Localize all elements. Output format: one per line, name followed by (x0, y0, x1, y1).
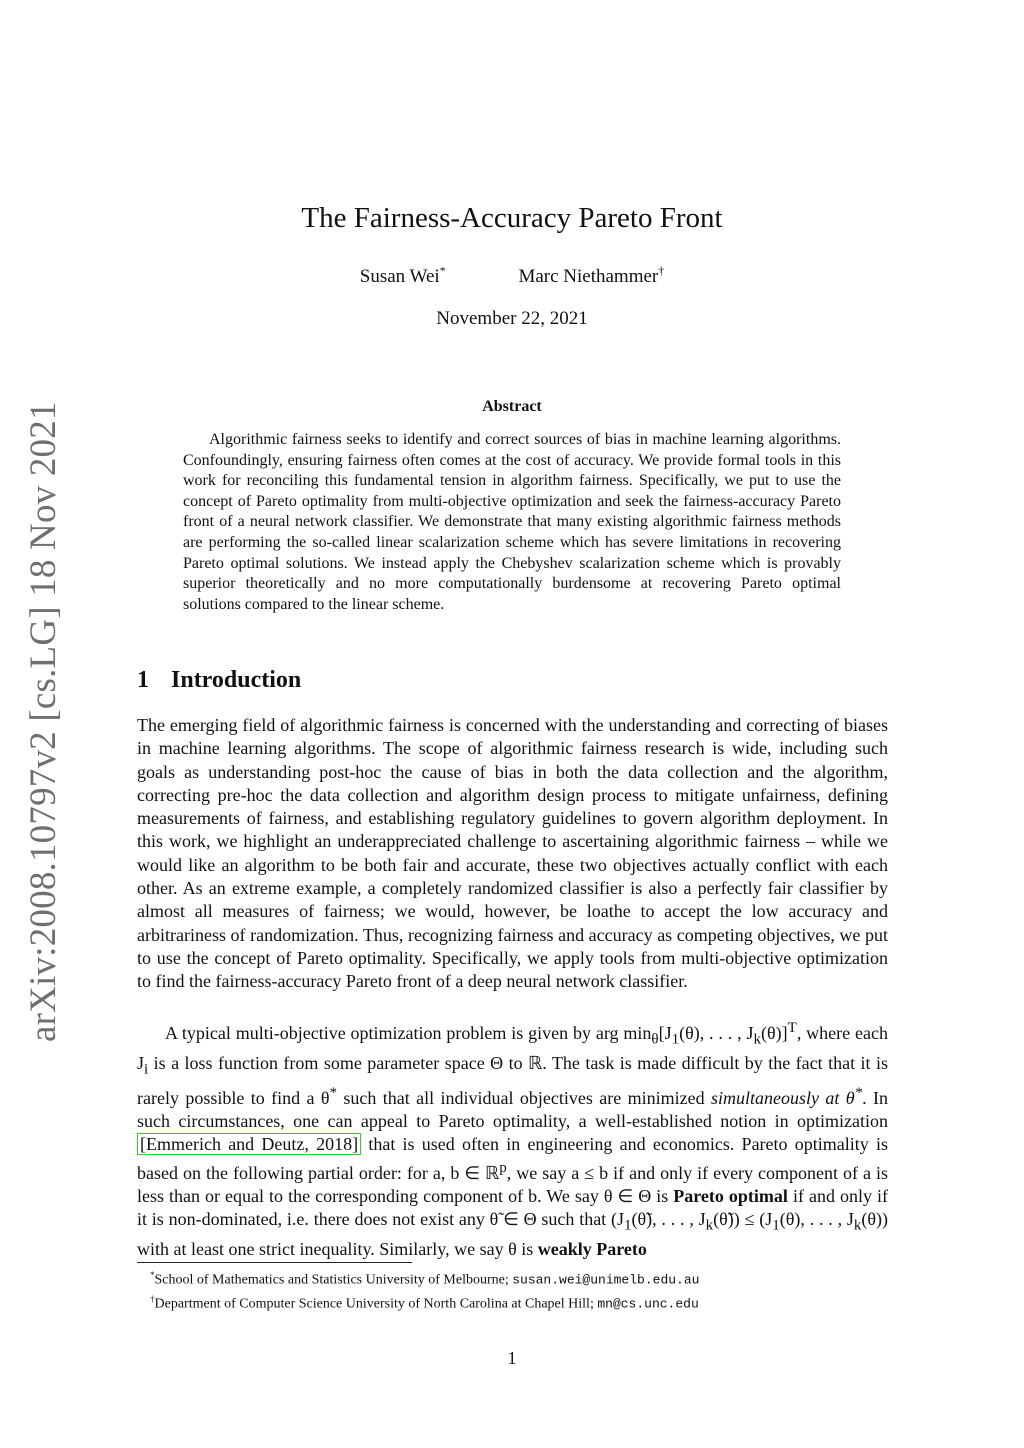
abstract-heading: Abstract (482, 398, 542, 415)
abstract-body: Algorithmic fairness seeks to identify and correct sources of bias in machine learning algorithms. Confoundingly, ensuring fairness often comes at the cost of accuracy. We provide formal tools in this work for reconciling this fundamental tension in algorithm fairness. Specifically, we put to use the concept of Pareto optimality from multi-objective optimization and seek the fairness-accuracy Pareto front of a neural network classifier. We demonstrate that many existing algorithmic fairness methods are performing the so-called linear scalarization scheme which has severe limitations in recovering Pareto optimal solutions. We instead apply the Chebyshev scalarization scheme which is provably superior theoretically and no more computationally burdensome at recovering Pareto optimal solutions compared to the linear scheme. (183, 431, 841, 613)
footnote-divider (137, 1262, 412, 1263)
publication-date: November 22, 2021 (436, 308, 588, 329)
citation-link-emmerich-deutz[interactable]: [Emmerich and Deutz, 2018] (137, 1133, 361, 1155)
author-name: Susan Wei (359, 266, 440, 288)
author-list (0, 264, 1024, 288)
footnote-2 (150, 1290, 699, 1314)
section-title: Introduction (171, 667, 302, 693)
author-footnote-mark: † (658, 264, 665, 278)
footnote-mark: * (150, 1270, 155, 1280)
intro-paragraph-1: The emerging field of algorithmic fairness is concerned with the understanding and correcting of biases in machine learning algorithms. The scope of algorithmic fairness research is wide, including such goals as understanding post-hoc the cause of bias in both the data collection and the algorithm, correcting pre-hoc the data collection and algorithm design process to mitigate unfairness, defining measurements of fairness, and establishing regulatory guidelines to govern algorithm deployment. In this work, we highlight an underappreciated challenge to ascertaining algorithmic fairness – while we would like an algorithm to be both fair and accurate, these two objectives actually conflict with each other. As an extreme example, a completely randomized classifier is also a perfectly fair classifier by almost all measures of fairness; we would, however, be loathe to accept the low accuracy and arbitrariness of randomization. Thus, recognizing fairness and accuracy as competing objectives, we put to use the concept of Pareto optimality. Specifically, we apply tools from multi-objective optimization to find the fairness-accuracy Pareto front of a deep neural network classifier. (137, 715, 888, 992)
footnotes (150, 1266, 699, 1313)
author-name: Marc Niethammer (518, 266, 659, 288)
footnote-text: School of Mathematics and Statistics University of Melbourne; (154, 1272, 513, 1288)
footnote-mark: † (150, 1293, 155, 1304)
footnote-1 (150, 1266, 699, 1290)
author-susan-wei (360, 266, 446, 287)
email-link[interactable]: susan.wei@unimelb.edu.au (512, 1272, 700, 1288)
page-number: 1 (507, 1348, 517, 1368)
email-link[interactable]: mn@cs.unc.edu (597, 1296, 699, 1312)
section-heading-introduction (137, 667, 301, 694)
footnote-text: Department of Computer Science University of North Carolina at Chapel Hill; (154, 1296, 598, 1312)
intro-paragraph-2: A typical multi-objective optimization problem is given by arg $\min_\theta[J_1(\theta)$, . . . , $J_k(\theta)]^T$, where each $J_i$ is a loss function from some parameter space Θ to ℝ. The task is made difficult by the fact that it is rarely possible to find a θ* such that all individual objectives are minimized simultaneously at θ*. In such circumstances, one can appeal to Pareto optimality, a well-established notion in optimization [Emmerich and Deutz, 2018] that is used often in engineering and economics. Pareto optimality is based on the following partial order: for a, b ∈ ℝ$^p$, we say a ≤ b if and only if every component of a is less than or equal to the corresponding component of b. We say θ ∈ Θ is Pareto optimal if and only if it is non-dominated, i.e. there does not exist any θ̃ ∈ Θ such that ($J_1(\thetã)$, . . . , $J_k(\thetã)) \le (J_1(\theta)$, . . . , $J_k(\theta)$) with at least one strict inequality. Similarly, we say θ is weakly Pareto (137, 1020, 889, 1260)
paper-title: The Fairness-Accuracy Pareto Front (301, 202, 723, 234)
author-marc-niethammer (518, 266, 664, 287)
author-footnote-mark: * (439, 264, 446, 278)
section-number: 1 (137, 667, 149, 693)
arxiv-identifier-stamp: arXiv:2008.10797v2 [cs.LG] 18 Nov 2021 (23, 401, 64, 1042)
